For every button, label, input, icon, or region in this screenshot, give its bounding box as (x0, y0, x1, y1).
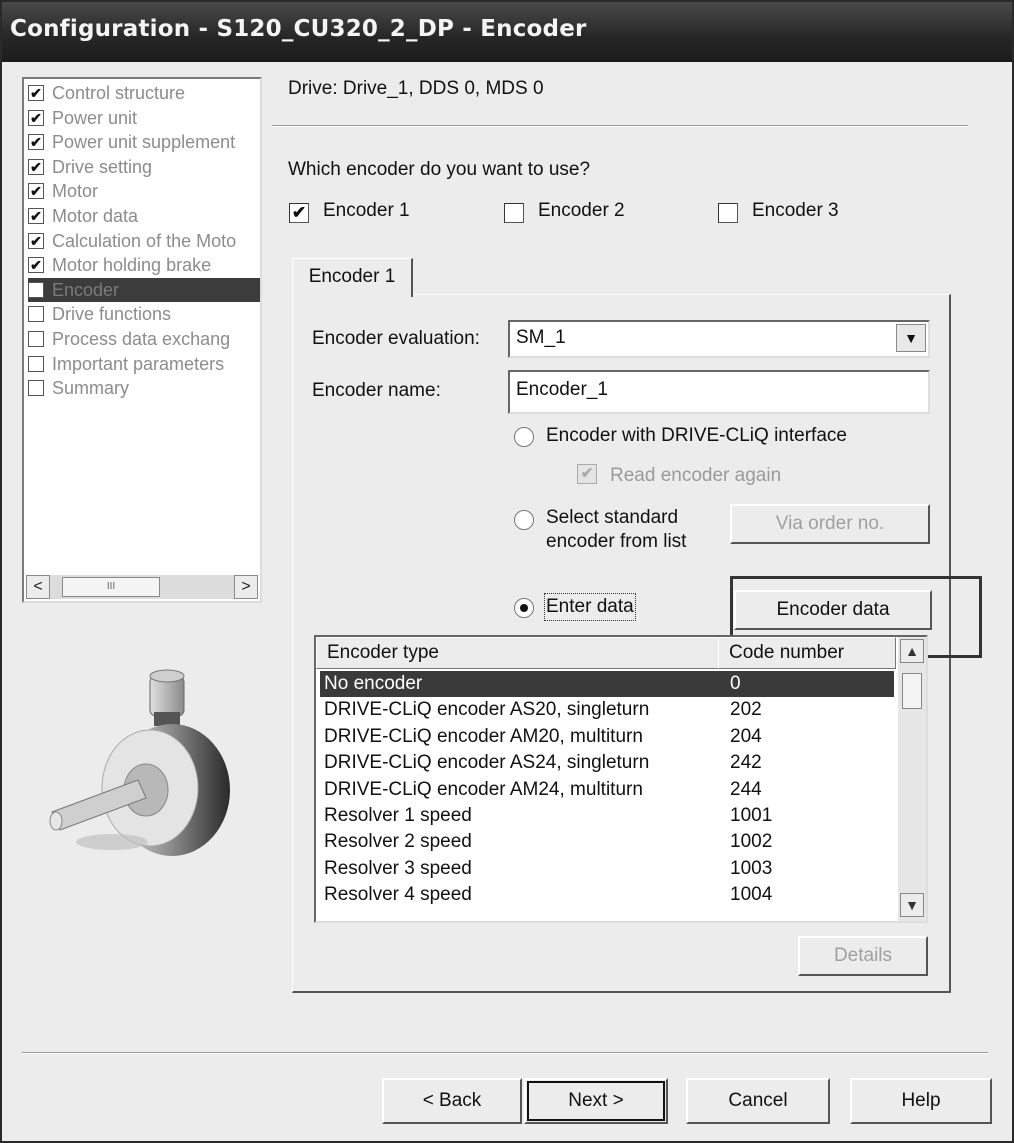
tree-item-label: Motor holding brake (52, 255, 212, 276)
tree-item[interactable] (28, 179, 260, 203)
tree-item[interactable] (28, 302, 260, 326)
radio-drive-cliq-label[interactable]: Encoder with DRIVE-CLiQ interface (546, 425, 847, 446)
tree-item[interactable] (28, 130, 260, 154)
encoder-name-label: Encoder name: (312, 380, 441, 401)
list-scroll-thumb[interactable] (902, 673, 922, 709)
tree-item[interactable] (28, 81, 260, 105)
empty-checkbox-icon (28, 331, 44, 347)
chevron-down-icon[interactable]: ▼ (896, 324, 926, 352)
tree-item[interactable] (28, 376, 260, 400)
code-number-cell: 1001 (730, 805, 773, 826)
table-row[interactable] (320, 697, 894, 723)
encoder-evaluation-select[interactable] (508, 320, 930, 358)
code-number-cell: 242 (730, 752, 762, 774)
cancel-button[interactable]: Cancel (686, 1078, 830, 1124)
checkmark-icon: ✔ (28, 233, 44, 249)
table-row[interactable] (320, 724, 894, 750)
table-row[interactable] (320, 856, 894, 882)
encoder-type-cell: Resolver 4 speed (324, 884, 472, 906)
scroll-thumb[interactable]: III (62, 577, 160, 597)
drive-info-label: Drive: Drive_1, DDS 0, MDS 0 (288, 78, 544, 99)
encoder-type-cell: DRIVE-CLiQ encoder AS24, singleturn (324, 752, 650, 774)
code-number-cell: 1003 (730, 857, 773, 879)
encoder-data-button[interactable]: Encoder data (734, 590, 932, 630)
rotary-encoder-image (42, 662, 232, 862)
tree-item[interactable] (28, 278, 260, 302)
code-number-cell: 1004 (730, 884, 773, 906)
tab-encoder-1[interactable]: Encoder 1 (292, 258, 413, 297)
radio-enter-data-label[interactable]: Enter data (546, 596, 634, 617)
tree-item-label: Motor data (52, 206, 139, 226)
code-number-cell: 244 (730, 778, 762, 800)
encoder-name-value: Encoder_1 (516, 379, 608, 400)
radio-selected-dot (520, 604, 528, 612)
tree-item-label: Encoder (52, 279, 120, 300)
radio-drive-cliq[interactable] (514, 427, 534, 447)
tree-item[interactable] (28, 229, 260, 253)
tree-item-label: Power unit (52, 107, 138, 128)
encoder-type-cell: No encoder (324, 673, 423, 694)
table-row[interactable] (320, 750, 894, 776)
encoder-question: Which encoder do you want to use? (288, 159, 591, 180)
checkmark-icon: ✔ (28, 257, 44, 273)
empty-checkbox-icon (28, 282, 44, 298)
table-row[interactable] (320, 829, 894, 855)
encoder-type-cell: Resolver 2 speed (324, 831, 472, 853)
encoder-3-label: Encoder 3 (752, 200, 839, 221)
scroll-up-icon[interactable]: ▲ (900, 639, 924, 663)
checkmark-icon: ✔ (28, 208, 44, 224)
checkmark-icon: ✔ (28, 183, 44, 199)
empty-checkbox-icon (28, 306, 44, 322)
radio-standard-encoder-label-line1[interactable]: Select standard (546, 507, 679, 528)
tree-item-label: Control structure (52, 83, 186, 103)
radio-enter-data[interactable] (514, 598, 534, 618)
encoder-1-label: Encoder 1 (323, 200, 410, 221)
radio-standard-encoder[interactable] (514, 510, 534, 530)
tree-item-label: Calculation of the Moto (52, 230, 237, 251)
table-row[interactable] (320, 671, 894, 697)
checkmark-icon: ✔ (28, 110, 44, 126)
help-button[interactable]: Help (850, 1078, 992, 1124)
encoder-2-label: Encoder 2 (538, 200, 625, 221)
tree-item-label: Motor (52, 181, 99, 202)
tree-item[interactable] (28, 352, 260, 376)
tree-item-label: Drive functions (52, 304, 172, 325)
code-number-cell: 1002 (730, 831, 773, 853)
details-button[interactable]: Details (798, 936, 928, 976)
table-row[interactable] (320, 882, 894, 908)
scroll-down-icon[interactable]: ▼ (900, 893, 924, 917)
back-button[interactable]: < Back (382, 1078, 522, 1124)
encoder-3-check-box[interactable] (718, 203, 738, 223)
code-number-cell: 0 (730, 673, 741, 694)
table-row[interactable] (320, 777, 894, 803)
checkmark-icon: ✔ (28, 134, 44, 150)
code-number-cell: 204 (730, 725, 762, 747)
dialog-client-area (2, 62, 1012, 1141)
next-button[interactable]: Next > (524, 1078, 668, 1124)
checkmark-icon: ✔ (28, 159, 44, 175)
encoder-type-cell: DRIVE-CLiQ encoder AM24, multiturn (324, 778, 643, 800)
encoder-name-input[interactable] (508, 370, 930, 414)
empty-checkbox-icon (28, 380, 44, 396)
tree-item-label: Important parameters (52, 353, 225, 374)
wizard-step-tree (22, 77, 262, 603)
tree-item[interactable] (28, 204, 260, 228)
encoder-type-cell: Resolver 1 speed (324, 805, 472, 826)
empty-checkbox-icon (28, 356, 44, 372)
window-title: Configuration - S120_CU320_2_DP - Encoder (10, 16, 587, 42)
title-bar[interactable] (2, 2, 1012, 62)
encoder-evaluation-value: SM_1 (516, 327, 566, 348)
column-header-code-number[interactable]: Code number (718, 637, 896, 669)
encoder-evaluation-label: Encoder evaluation: (312, 328, 480, 349)
header-separator (272, 125, 968, 127)
table-row[interactable] (320, 803, 894, 829)
encoder-type-cell: DRIVE-CLiQ encoder AM20, multiturn (324, 725, 643, 747)
checkmark-icon: ✔ (28, 85, 44, 101)
tree-item-label: Summary (52, 378, 130, 399)
code-number-cell: 202 (730, 699, 762, 721)
read-encoder-again-checkbox[interactable]: ✔ (577, 464, 597, 484)
tree-item-label: Process data exchang (52, 329, 231, 349)
footer-separator (22, 1052, 988, 1054)
via-order-number-button[interactable]: Via order no. (730, 504, 930, 544)
tree-horizontal-scrollbar[interactable] (26, 575, 258, 599)
tree-item[interactable] (28, 155, 260, 179)
radio-standard-encoder-label-line2[interactable]: encoder from list (546, 531, 687, 552)
tree-item[interactable] (28, 327, 260, 351)
scroll-right-button[interactable]: > (234, 575, 258, 599)
read-encoder-again-label: Read encoder again (610, 465, 782, 486)
list-vertical-scrollbar[interactable] (898, 637, 926, 921)
encoder-type-cell: Resolver 3 speed (324, 857, 472, 879)
column-header-encoder-type[interactable]: Encoder type (316, 637, 728, 669)
encoder-1-check-box[interactable]: ✔ (289, 203, 309, 223)
encoder-2-check-box[interactable] (504, 203, 524, 223)
tree-item-label: Power unit supplement (52, 132, 236, 153)
tree-item-label: Drive setting (52, 156, 153, 177)
encoder-type-list[interactable] (314, 635, 928, 923)
tree-item[interactable] (28, 253, 260, 277)
tree-item[interactable] (28, 106, 260, 130)
encoder-type-cell: DRIVE-CLiQ encoder AS20, singleturn (324, 699, 650, 721)
scroll-left-button[interactable]: < (26, 575, 50, 599)
